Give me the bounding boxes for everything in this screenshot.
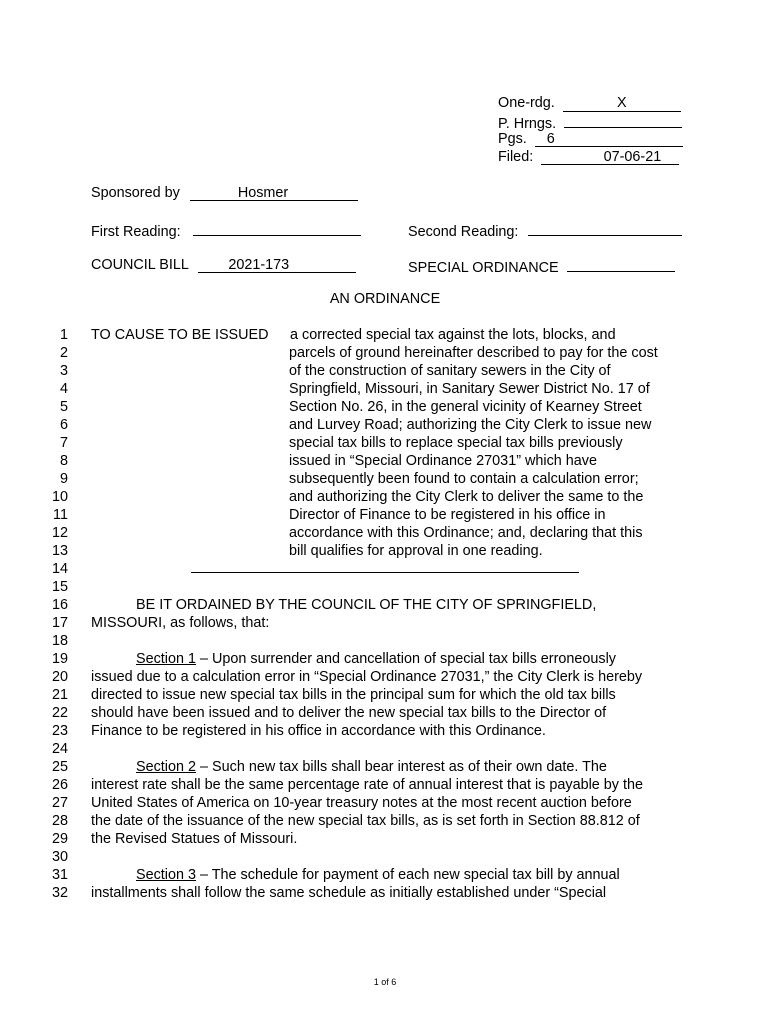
line-number: 4: [59, 381, 68, 397]
second-reading-line: [528, 220, 682, 236]
section-1-first-text: – Upon surrender and cancellation of special tax bills erroneously: [196, 651, 616, 667]
first-reading-label: First Reading:: [91, 224, 181, 240]
section-1-line: Finance to be registered in his office in accordance with this Ordinance.: [91, 723, 546, 739]
special-ordinance-label: SPECIAL ORDINANCE: [408, 260, 559, 276]
section-2-first-text: – Such new tax bills shall bear interest as of their own date. The: [196, 759, 607, 775]
one-rdg-value: X: [563, 96, 681, 112]
caption-line: of the construction of sanitary sewers in the City of: [289, 363, 611, 379]
filed-label: Filed:: [498, 149, 534, 165]
line-number: 26: [51, 777, 68, 793]
caption-line: and authorizing the City Clerk to deliver the same to the: [289, 489, 644, 505]
filed-row: [498, 148, 679, 166]
caption-line: Director of Finance to be registered in his office in: [289, 507, 606, 523]
line-number: 7: [59, 435, 68, 451]
special-ordinance-line: [567, 256, 675, 272]
line-number: 8: [59, 453, 68, 469]
section-1-line: directed to issue new special tax bills in the principal sum for which the old tax bills: [91, 687, 616, 703]
line-number: 27: [51, 795, 68, 811]
caption-line: and Lurvey Road; authorizing the City Clerk to issue new: [289, 417, 652, 433]
caption-line: subsequently been found to contain a calculation error;: [289, 471, 639, 487]
section-2-heading: Section 2: [136, 759, 197, 775]
one-rdg-label: One-rdg.: [498, 95, 555, 111]
line-number: 13: [51, 543, 68, 559]
second-reading-row: [408, 220, 682, 241]
line-number: 28: [51, 813, 68, 829]
line-number: 9: [59, 471, 68, 487]
pgs-label: Pgs.: [498, 131, 527, 147]
line-number: 22: [51, 705, 68, 721]
section-3-heading: Section 3: [136, 867, 197, 883]
section-2-first-line: [136, 758, 607, 776]
line-number: 5: [59, 399, 68, 415]
section-3-line: installments shall follow the same schedule as initially established under “Special: [91, 885, 607, 901]
section-3-first-line: [136, 866, 620, 884]
line-number: 20: [51, 669, 68, 685]
line-number: 21: [51, 687, 68, 703]
page-number: 1 of 6: [373, 977, 397, 987]
sponsor-label: Sponsored by: [91, 185, 180, 201]
line-number: 32: [51, 885, 68, 901]
section-1-first-line: [136, 650, 616, 668]
enacting-clause-line1: BE IT ORDAINED BY THE COUNCIL OF THE CITY OF SPRINGFIELD,: [136, 597, 597, 613]
line-number: 19: [51, 651, 68, 667]
section-1-line: issued due to a calculation error in “Special Ordinance 27031,” the City Clerk is hereby: [91, 669, 643, 685]
council-bill-row: [91, 256, 356, 274]
first-reading-row: [91, 220, 361, 241]
line-number: 12: [51, 525, 68, 541]
section-3-first-text: – The schedule for payment of each new special tax bill by annual: [196, 867, 620, 883]
caption-line: bill qualifies for approval in one reading.: [289, 543, 543, 559]
pgs-row: [498, 130, 683, 148]
line-number: 18: [51, 633, 68, 649]
line-number: 29: [51, 831, 68, 847]
line-number: 14: [51, 561, 68, 577]
line-number: 30: [51, 849, 68, 865]
second-reading-label: Second Reading:: [408, 224, 519, 240]
caption-line: issued in “Special Ordinance 27031” which have: [289, 453, 597, 469]
caption-line: a corrected special tax against the lots, blocks, and: [290, 327, 616, 343]
caption-line: Section No. 26, in the general vicinity of Kearney Street: [289, 399, 642, 415]
sponsor-row: [91, 184, 358, 202]
caption-lead: TO CAUSE TO BE ISSUED: [91, 327, 269, 343]
p-hrngs-label: P. Hrngs.: [498, 116, 557, 132]
section-2-line: interest rate shall be the same percentage rate of annual interest that is payable by the: [91, 777, 643, 793]
council-bill-value: 2021-173: [198, 258, 356, 273]
section-2-line: the Revised Statues of Missouri.: [91, 831, 298, 847]
filed-value: 07-06-21: [541, 150, 679, 165]
line-number: 23: [51, 723, 68, 739]
one-rdg-row: [498, 94, 681, 112]
line-number: 1: [59, 327, 68, 343]
section-1-line: should have been issued and to deliver the new special tax bills to the Director of: [91, 705, 607, 721]
enacting-clause-line2: MISSOURI, as follows, that:: [91, 615, 270, 631]
p-hrngs-value: [564, 112, 682, 128]
line-number: 25: [51, 759, 68, 775]
section-2-line: the date of the issuance of the new special tax bills, as is set forth in Section 88.812 of: [91, 813, 640, 829]
section-2-line: United States of America on 10-year treasury notes at the most recent auction before: [91, 795, 632, 811]
caption-line: accordance with this Ordinance; and, declaring that this: [289, 525, 643, 541]
special-ordinance-row: [408, 256, 675, 277]
caption-line: Springfield, Missouri, in Sanitary Sewer District No. 17 of: [289, 381, 650, 397]
line-number: 16: [51, 597, 68, 613]
line-number: 11: [53, 507, 68, 523]
section-1-heading: Section 1: [136, 651, 197, 667]
caption-divider: [191, 572, 579, 573]
line-number: 10: [51, 489, 68, 505]
line-number: 24: [51, 741, 68, 757]
pgs-value: 6: [535, 132, 683, 147]
sponsor-value: Hosmer: [190, 186, 358, 201]
first-reading-line: [193, 220, 361, 236]
line-number: 6: [59, 417, 68, 433]
line-number: 15: [51, 579, 68, 595]
line-number: 17: [51, 615, 68, 631]
caption-line: special tax bills to replace special tax bills previously: [289, 435, 623, 451]
ordinance-title: AN ORDINANCE: [329, 291, 441, 307]
caption-line: parcels of ground hereinafter described to pay for the cost: [289, 345, 658, 361]
council-bill-label: COUNCIL BILL: [91, 257, 189, 273]
line-number: 31: [51, 867, 68, 883]
line-number: 2: [59, 345, 68, 361]
line-number: 3: [59, 363, 68, 379]
